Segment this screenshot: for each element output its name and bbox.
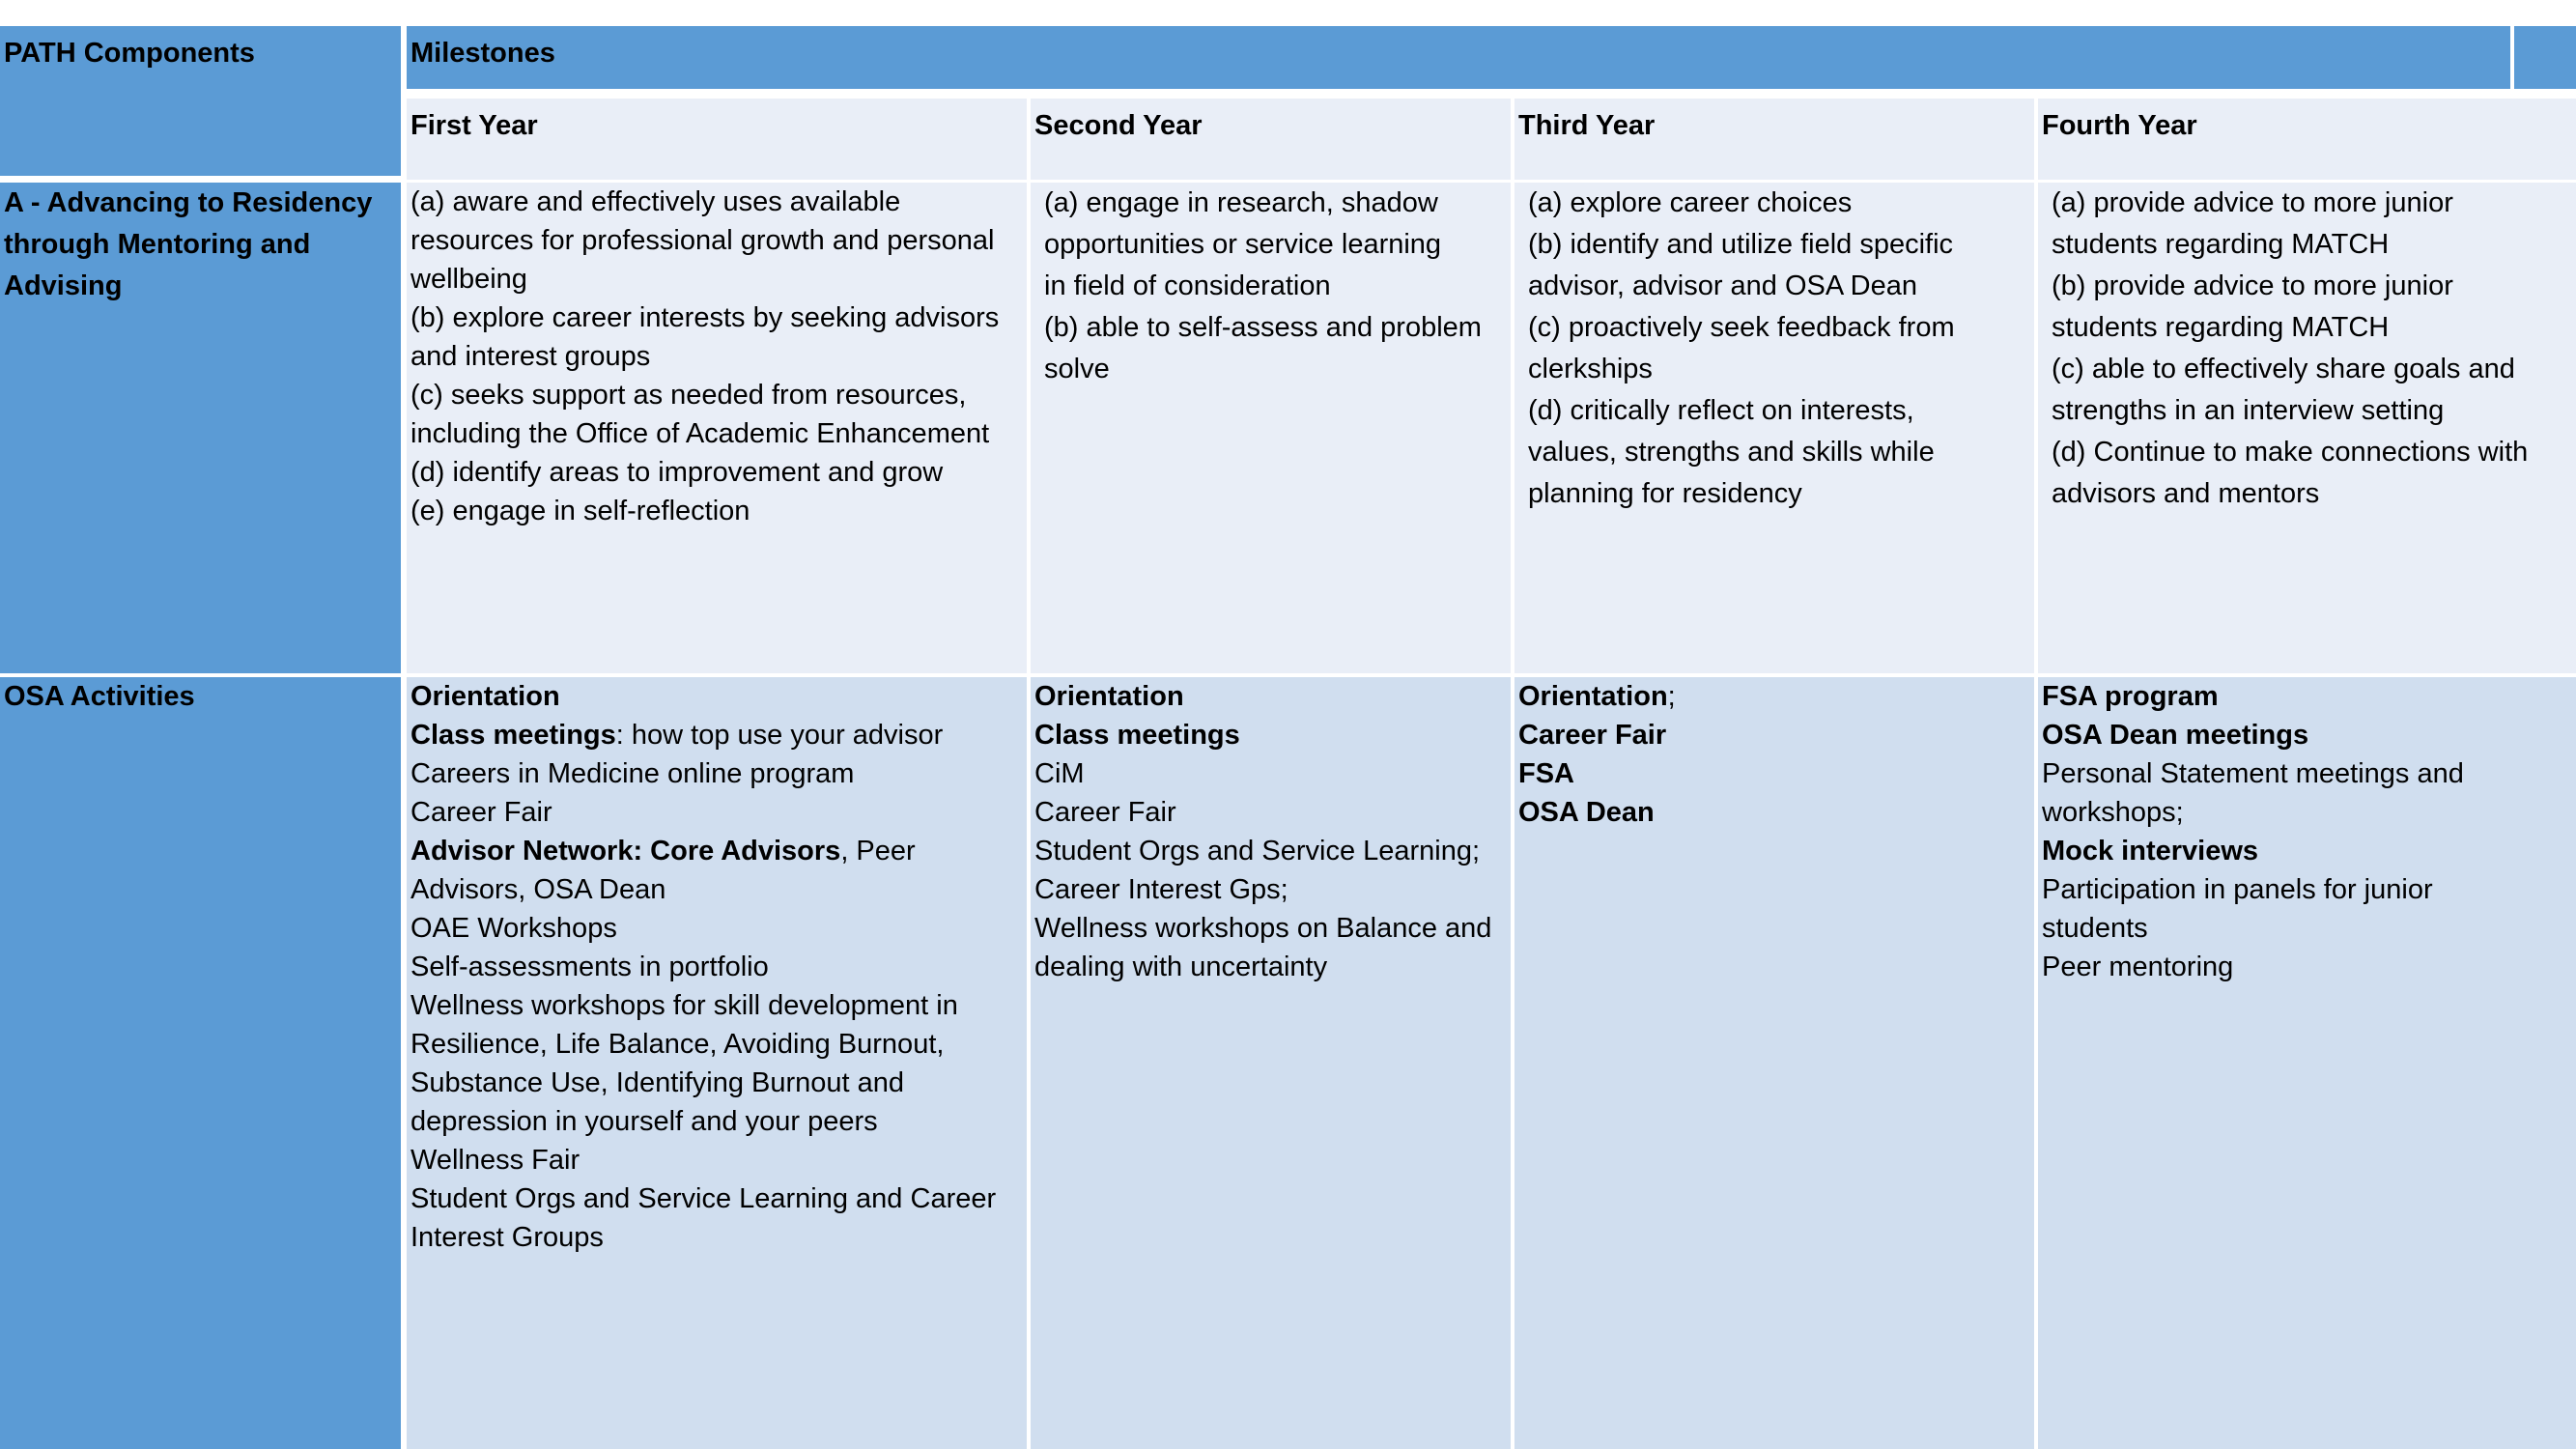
text-normal: : how top use your advisor [615, 720, 944, 751]
row-osa-label [0, 677, 401, 1449]
text-line: Mock interviews [2042, 836, 2259, 867]
text-line: Career Fair [1034, 797, 1176, 828]
row-a-label-line: Advising [4, 270, 123, 301]
year-header-second-text: Second Year [1034, 110, 1203, 141]
text-line: strengths in an interview setting [2052, 395, 2445, 426]
text-line: clerkships [1528, 354, 1653, 384]
year-header-fourth-text: Fourth Year [2042, 110, 2197, 141]
row-osa-label-text: OSA Activities [4, 681, 195, 712]
text-line: Self-assessments in portfolio [410, 952, 769, 982]
text-line: Peer mentoring [2042, 952, 2234, 982]
corner-header [0, 26, 401, 176]
text-line: dealing with uncertainty [1034, 952, 1328, 982]
row-a-label [0, 183, 401, 673]
text-line: Career Fair [410, 797, 552, 828]
text-line: advisors and mentors [2052, 478, 2320, 509]
year-header-first-text: First Year [410, 110, 538, 141]
text-line: (d) critically reflect on interests, [1528, 395, 1914, 426]
row-osa-third-year [1514, 677, 2034, 1449]
text-line: (b) identify and utilize field specific [1528, 229, 1954, 260]
text-bold: Orientation [1518, 681, 1668, 712]
text-line: Wellness workshops for skill development in [410, 990, 958, 1021]
text-line: (d) identify areas to improvement and grow [410, 457, 944, 488]
text-line: Substance Use, Identifying Burnout and [410, 1067, 905, 1098]
text-line: Resilience, Life Balance, Avoiding Burnout, [410, 1029, 945, 1060]
year-header-third [1514, 99, 2034, 180]
text-line: Participation in panels for junior [2042, 874, 2433, 905]
year-header-second [1031, 99, 1511, 180]
text-line: Orientation [410, 681, 560, 712]
text-line: Advisors, OSA Dean [410, 874, 666, 905]
text-line: in field of consideration [1044, 270, 1331, 301]
year-header-fourth [2038, 99, 2576, 180]
text-line: students regarding MATCH [2052, 229, 2390, 260]
corner-header-text: PATH Components [4, 38, 255, 69]
text-line: advisor, advisor and OSA Dean [1528, 270, 1918, 301]
text-line: (a) provide advice to more junior [2052, 187, 2453, 218]
text-line: FSA [1518, 758, 1574, 789]
row-a-second-year [1031, 183, 1511, 673]
text-line: Interest Groups [410, 1222, 604, 1253]
text-line: students regarding MATCH [2052, 312, 2390, 343]
text-line: solve [1044, 354, 1110, 384]
text-line: Careers in Medicine online program [410, 758, 855, 789]
text-line: and interest groups [410, 341, 651, 372]
row-a-label-line: A - Advancing to Residency [4, 187, 373, 218]
text-line: including the Office of Academic Enhancement [410, 418, 990, 449]
text-normal: , Peer [840, 836, 916, 867]
text-line: resources for professional growth and personal [410, 225, 995, 256]
row-a-first-year [407, 183, 1027, 673]
text-line: Personal Statement meetings and [2042, 758, 2464, 789]
text-line: (c) seeks support as needed from resources, [410, 380, 967, 411]
text-line: FSA program [2042, 681, 2219, 712]
text-line: Career Interest Gps; [1034, 874, 1288, 905]
text-line: Wellness Fair [410, 1145, 580, 1176]
year-header-first [407, 99, 1027, 180]
text-line: wellbeing [410, 264, 527, 295]
text-line: (b) explore career interests by seeking advisors [410, 302, 1000, 333]
text-line: planning for residency [1528, 478, 1802, 509]
text-line: depression in yourself and your peers [410, 1106, 878, 1137]
text-line: (c) proactively seek feedback from [1528, 312, 1955, 343]
text-line: OSA Dean [1518, 797, 1655, 828]
text-line: workshops; [2042, 797, 2184, 828]
text-line: (a) engage in research, shadow [1044, 187, 1438, 218]
text-bold: Class meetings [410, 720, 616, 751]
text-line: Student Orgs and Service Learning; [1034, 836, 1481, 867]
text-line: OSA Dean meetings [2042, 720, 2309, 751]
text-line: Career Fair [1518, 720, 1667, 751]
text-line: (c) able to effectively share goals and [2052, 354, 2515, 384]
milestones-header [407, 26, 2510, 89]
text-line: Wellness workshops on Balance and [1034, 913, 1492, 944]
milestones-header-end [2514, 26, 2576, 89]
text-line: Class meetings [1034, 720, 1240, 751]
text-line [1518, 677, 2030, 716]
text-line: CiM [1034, 758, 1085, 789]
text-line: OAE Workshops [410, 913, 617, 944]
text-line: Orientation [1034, 681, 1184, 712]
row-osa-fourth-year [2038, 677, 2576, 1449]
text-line: values, strengths and skills while [1528, 437, 1935, 468]
row-osa-second-year [1031, 677, 1511, 1449]
text-line: students [2042, 913, 2148, 944]
year-header-third-text: Third Year [1518, 110, 1656, 141]
text-bold: Advisor Network: Core Advisors [410, 836, 841, 867]
text-line: (a) explore career choices [1528, 187, 1853, 218]
text-line: (d) Continue to make connections with [2052, 437, 2529, 468]
text-line: (e) engage in self-reflection [410, 496, 750, 526]
milestones-header-text: Milestones [410, 38, 555, 69]
text-line [410, 832, 1023, 870]
text-line: opportunities or service learning [1044, 229, 1442, 260]
row-a-fourth-year [2038, 183, 2576, 673]
text-line: (b) provide advice to more junior [2052, 270, 2453, 301]
text-line: Student Orgs and Service Learning and Career [410, 1183, 997, 1214]
text-line: (b) able to self-assess and problem [1044, 312, 1482, 343]
row-a-third-year [1514, 183, 2034, 673]
text-line: (a) aware and effectively uses available [410, 186, 901, 217]
row-osa-first-year [407, 677, 1027, 1449]
text-normal: ; [1667, 681, 1676, 712]
row-a-label-line: through Mentoring and [4, 229, 311, 260]
text-line [410, 716, 1023, 754]
